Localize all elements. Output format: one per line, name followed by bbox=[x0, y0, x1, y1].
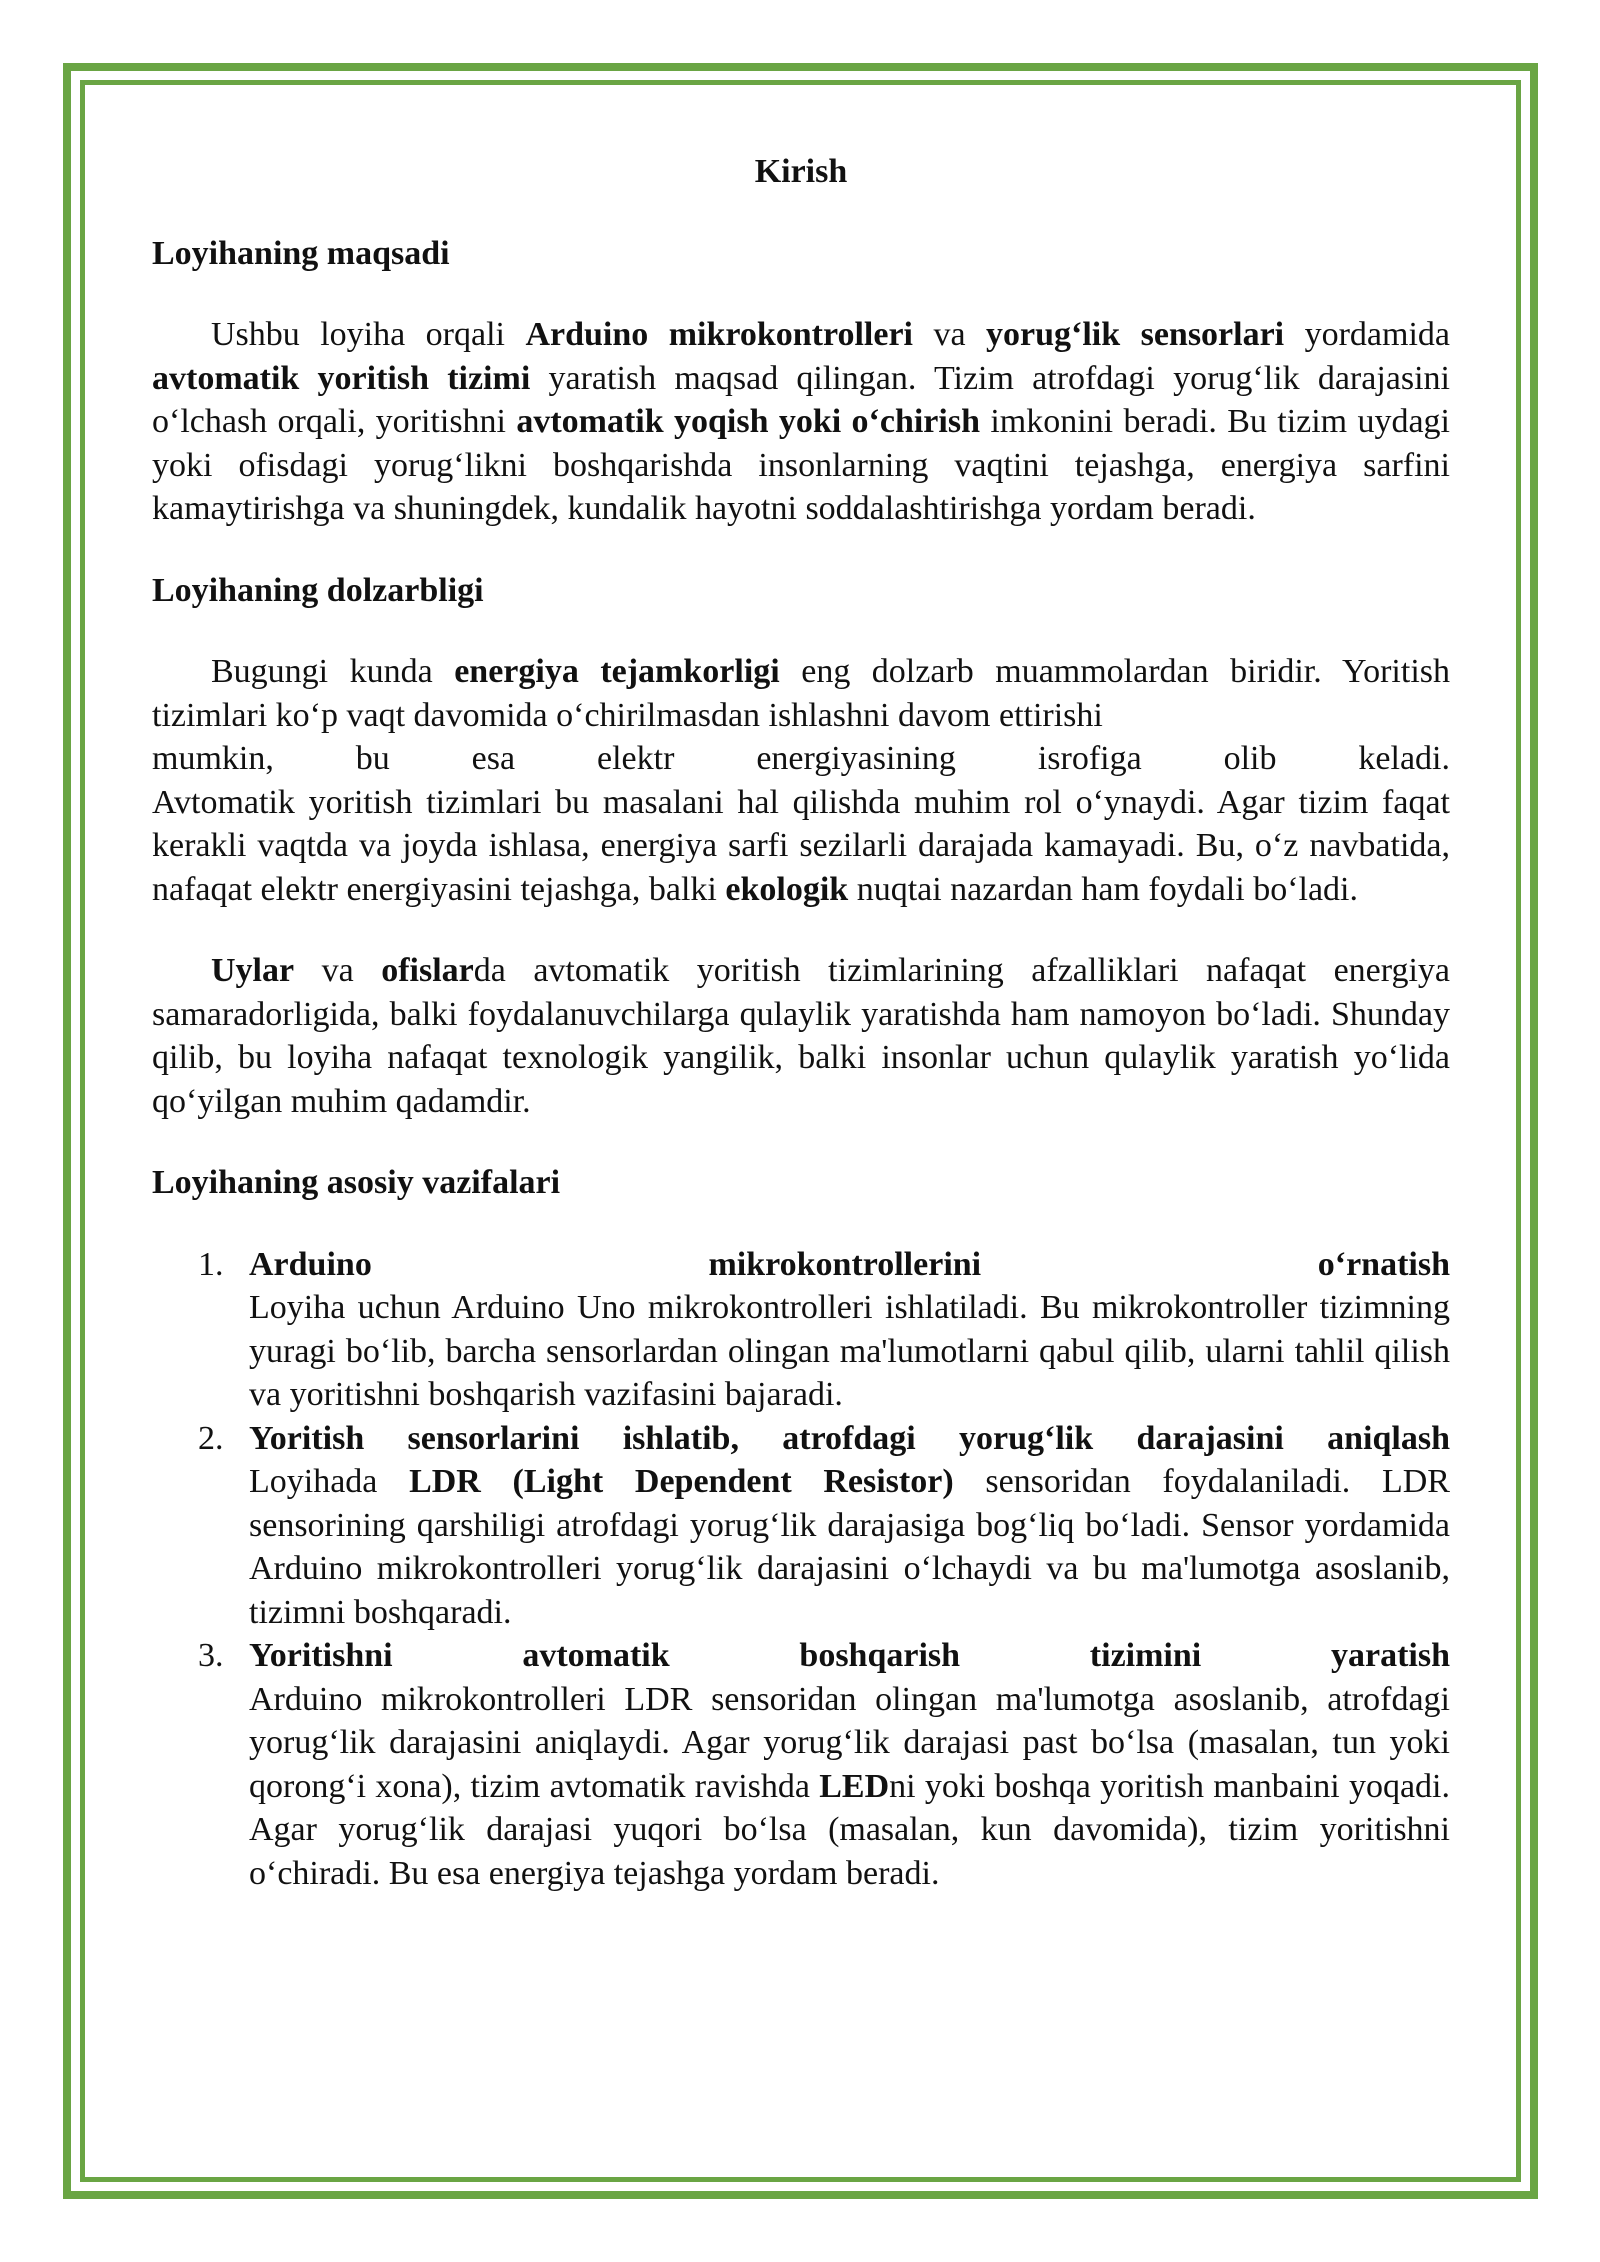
task-list bbox=[152, 1243, 1450, 1896]
bold-run: Arduino mikrokontrolleri bbox=[525, 316, 914, 353]
text-run: yaratish maqsad qilingan. Tizim atrofdagi yorug‘lik darajasini o‘lchash orqali, yoritishni bbox=[152, 359, 1451, 440]
list-item-body bbox=[249, 1460, 1450, 1634]
paragraph-maqsad bbox=[152, 313, 1450, 531]
bold-run: ekologik bbox=[725, 870, 849, 908]
text-run: Bugungi kunda bbox=[211, 653, 455, 690]
text-run: va bbox=[294, 952, 382, 989]
bold-run: avtomatik yoqish yoki o‘chirish bbox=[516, 403, 980, 440]
paragraph-dolzarblik-2 bbox=[152, 949, 1450, 1123]
section-heading-maqsad: Loyihaning maqsadi bbox=[152, 234, 450, 272]
paragraph-dolzarblik-1a bbox=[152, 650, 1450, 737]
bold-run: ofislar bbox=[381, 952, 474, 989]
document-title: Kirish bbox=[754, 153, 848, 190]
list-item bbox=[152, 1417, 1450, 1635]
text-run: nuqtai nazardan ham foydali bo‘ladi. bbox=[848, 870, 1359, 908]
text-run: sensoridan foydalaniladi. LDR sensorining qarshiligi atrofdagi yorug‘lik darajasiga bog‘liq bo‘ladi. Sensor yordamida Arduino mikrokontrolleri yorug‘lik darajasini o‘lchaydi va bu ma'lumotga asoslanib, tizimni boshqaradi. bbox=[249, 1463, 1450, 1631]
list-item-title: Arduino mikrokontrollerini o‘rnatish bbox=[249, 1245, 1450, 1283]
list-number: 2. bbox=[198, 1419, 224, 1457]
list-item-body bbox=[249, 1678, 1450, 1896]
text-run: Avtomatik yoritish tizimlari bu masalani hal qilishda muhim rol o‘ynaydi. Agar tizim faqat kerakli vaqtda va joyda ishlasa, energiya sarfi sezilarli darajada kamayadi. Bu, o‘z navbatida, nafaqat elektr energiyasini tejashga, balki bbox=[152, 783, 1450, 908]
text-run: va bbox=[913, 316, 987, 353]
section-heading-vazifalar: Loyihaning asosiy vazifalari bbox=[152, 1164, 561, 1201]
text-run: Loyihada bbox=[249, 1463, 410, 1500]
bold-run: yorug‘lik sensorlari bbox=[986, 316, 1285, 353]
list-item-title: Yoritishni avtomatik boshqarish tizimini yaratish bbox=[249, 1637, 1450, 1674]
list-item-body bbox=[249, 1286, 1450, 1417]
list-item-title: Yoritish sensorlarini ishlatib, atrofdagi yorug‘lik darajasini aniqlash bbox=[249, 1419, 1450, 1457]
list-item bbox=[152, 1634, 1450, 1895]
bold-run: LDR (Light Dependent Resistor) bbox=[409, 1463, 954, 1500]
list-number: 1. bbox=[198, 1245, 224, 1283]
text-run: eng dolzarb muammolardan biridir. Yoritish tizimlari ko‘p vaqt davomida o‘chirilmasdan ishlashni davom ettirishi bbox=[152, 653, 1451, 734]
list-item bbox=[152, 1243, 1450, 1417]
bold-run: energiya tejamkorligi bbox=[454, 653, 780, 690]
text-run: da avtomatik yoritish tizimlarining afzalliklari nafaqat energiya samaradorligida, balki foydalanuvchilarga qulaylik yaratishda ham namoyon bo‘ladi. Shunday qilib, bu loyiha nafaqat texnologik yangilik, balki insonlar uchun qulaylik yaratish yo‘lida qo‘yilgan muhim qadamdir. bbox=[152, 952, 1450, 1120]
bold-run: avtomatik yoritish tizimi bbox=[152, 359, 531, 397]
bold-run: Uylar bbox=[211, 952, 295, 989]
text-run: Ushbu loyiha orqali bbox=[211, 316, 526, 353]
section-heading-dolzarblik: Loyihaning dolzarbligi bbox=[152, 571, 484, 609]
paragraph-dolzarblik-1b: mumkin, bu esa elektr energiyasining isrofiga olib keladi. bbox=[152, 740, 1450, 777]
text-run: imkonini beradi. Bu tizim uydagi yoki ofisdagi yorug‘likni boshqarishda insonlarning vaqtini tejashga, energiya sarfini kamaytirishga va shuningdek, kundalik hayotni soddalashtirishga yordam beradi. bbox=[152, 403, 1451, 527]
bold-run: LED bbox=[819, 1767, 890, 1805]
text-run: ni yoki boshqa yoritish manbaini yoqadi. Agar yorug‘lik darajasi yuqori bo‘lsa (masalan, kun davomida), tizim yoritishni o‘chiradi. Bu esa energiya tejashga yordam beradi. bbox=[249, 1767, 1450, 1892]
paragraph-dolzarblik-1c bbox=[152, 781, 1450, 912]
document-body bbox=[152, 150, 1450, 1895]
list-number: 3. bbox=[198, 1637, 224, 1674]
text-run: Arduino mikrokontrolleri LDR sensoridan olingan ma'lumotga asoslanib, atrofdagi yorug‘lik darajasini aniqlaydi. Agar yorug‘lik darajasi past bo‘lsa (masalan, tun yoki qorong‘i xona), tizim avtomatik ravishda bbox=[249, 1680, 1450, 1805]
text-run: Loyiha uchun Arduino Uno mikrokontrolleri ishlatiladi. Bu mikrokontroller tizimning yuragi bo‘lib, barcha sensorlardan olingan ma'lumotlarni qabul qilib, ularni tahlil qilish va yoritishni boshqarish vazifasini bajaradi. bbox=[249, 1289, 1450, 1413]
text-run: yordamida bbox=[1284, 316, 1450, 353]
